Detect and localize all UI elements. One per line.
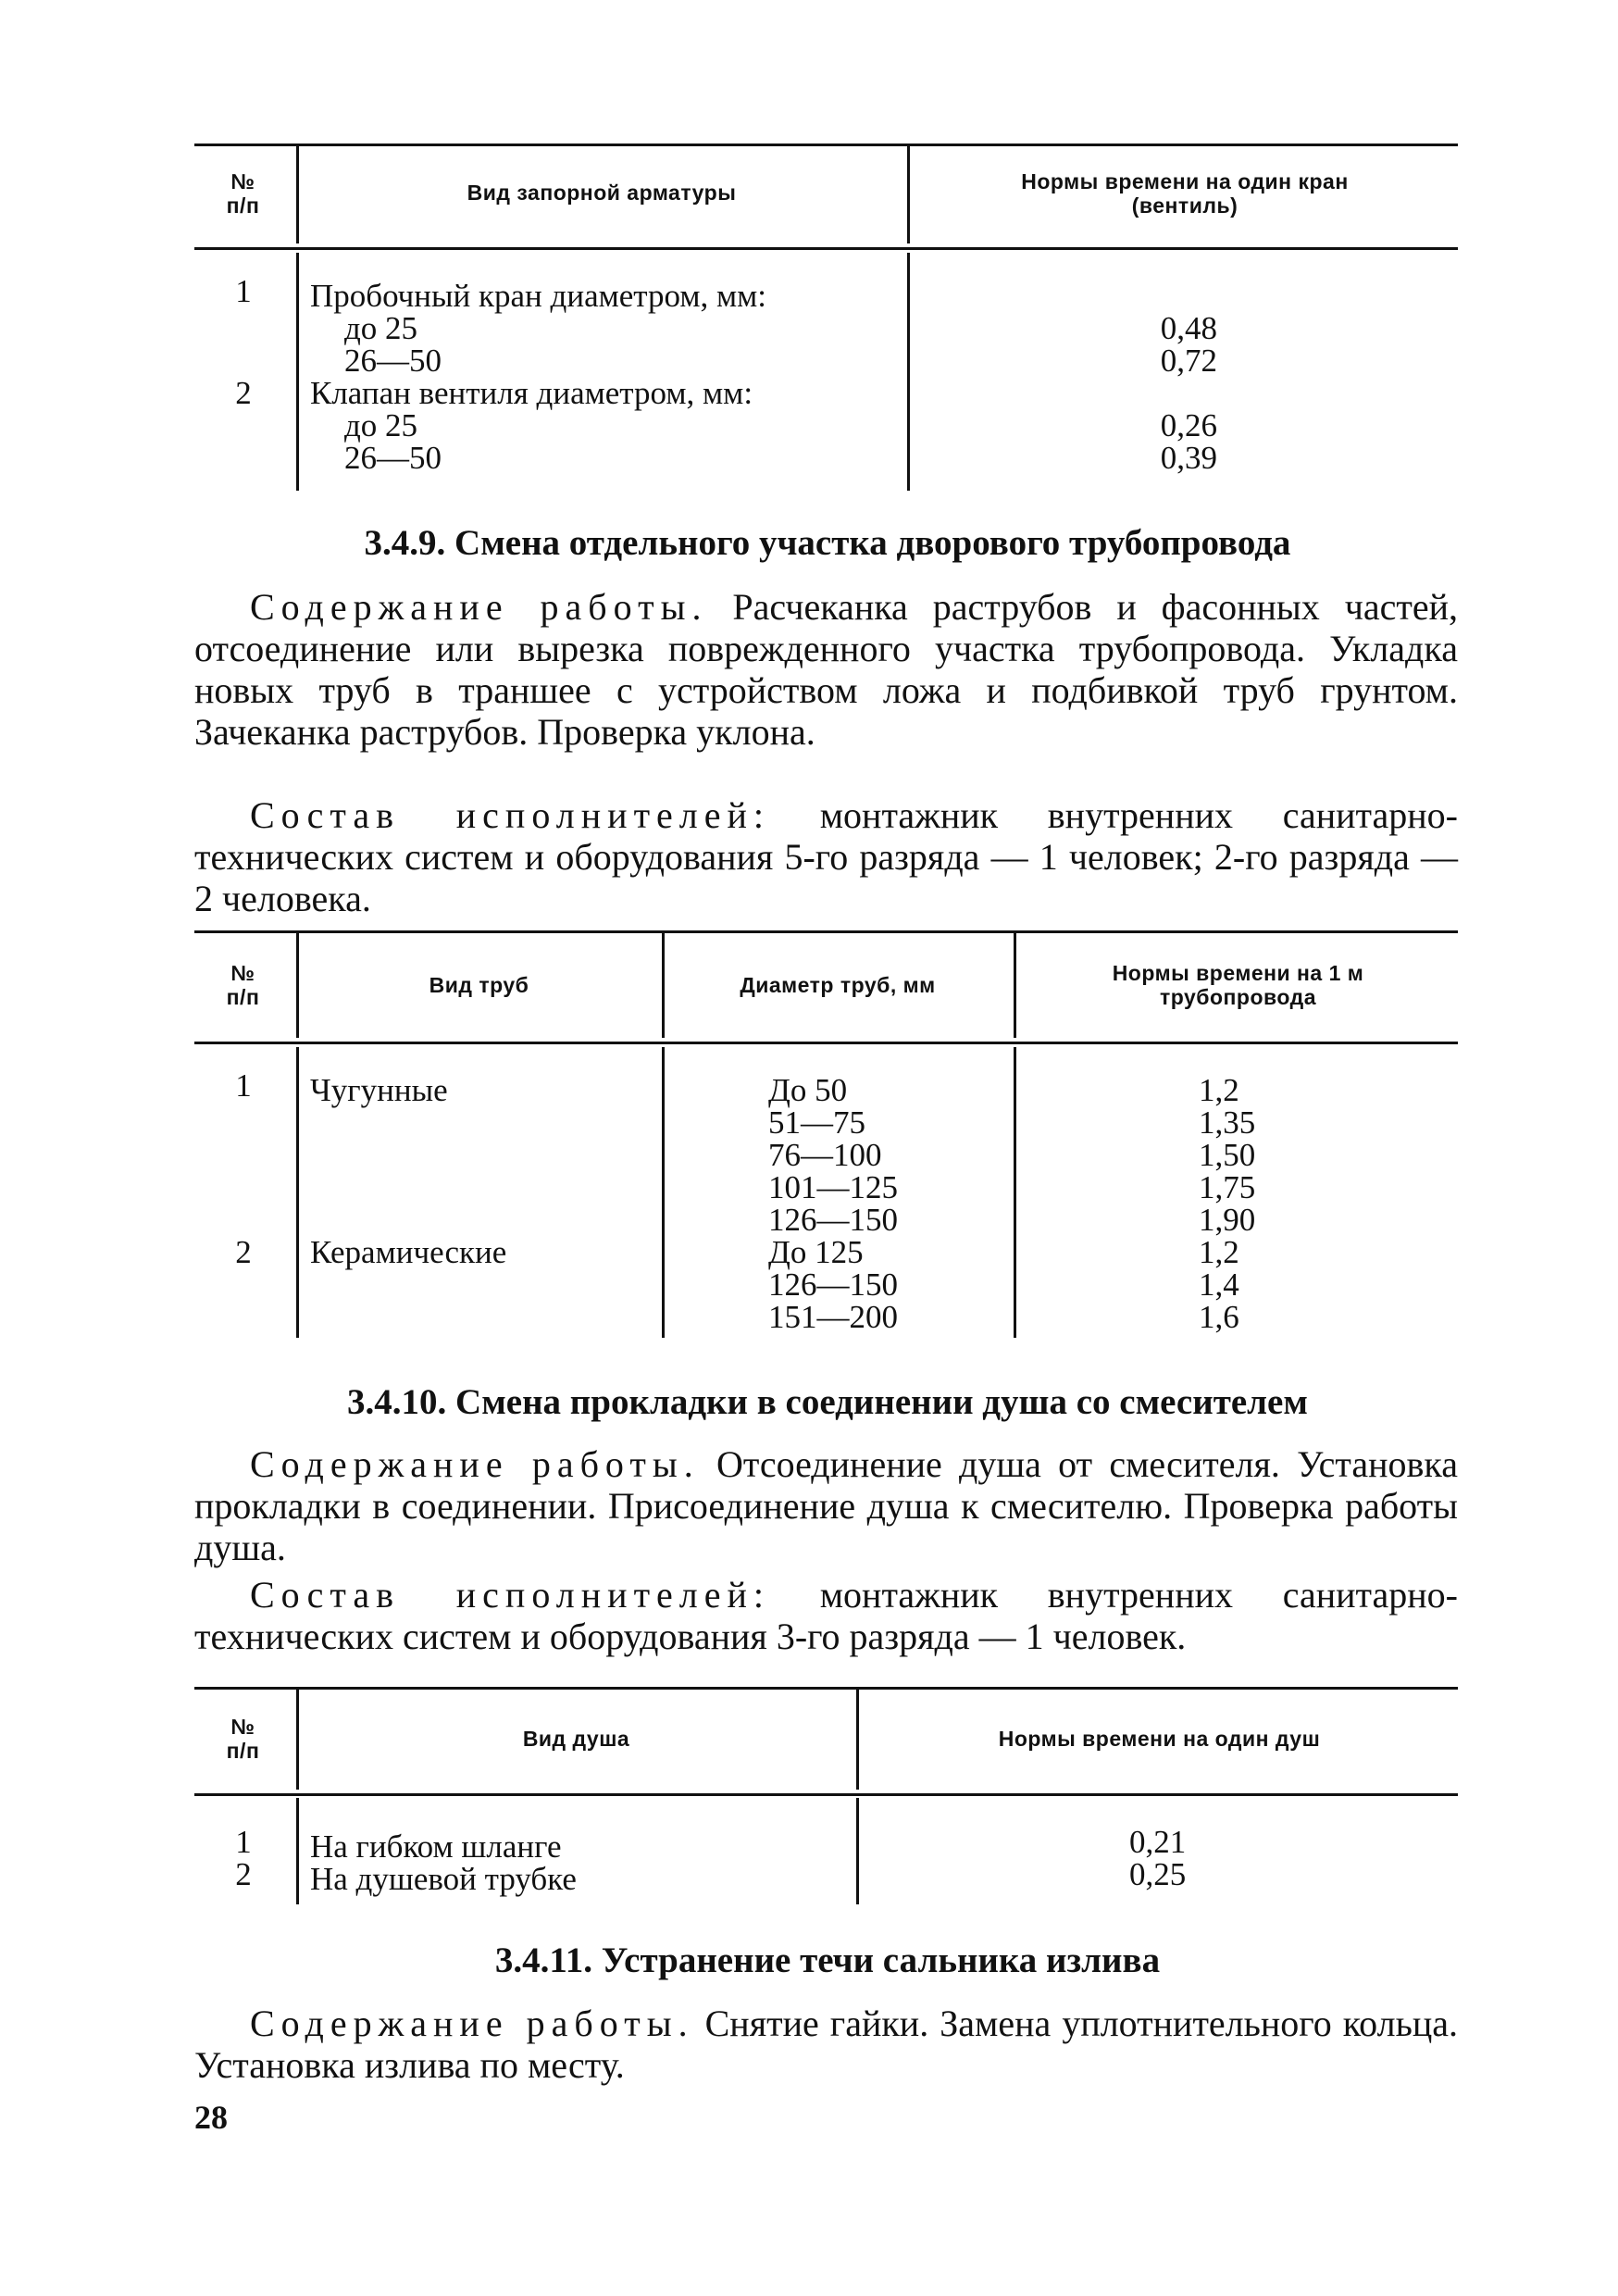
row-value: 0,48 <box>1160 310 1217 346</box>
text-work-content: Снятие гайки. Замена уплотнительного кольца. Установка излива по месту. <box>194 2003 1458 2086</box>
row-label: На гибком шланге <box>310 1828 562 1865</box>
row-number: 1 <box>235 273 252 309</box>
row-sub-label: до 25 <box>344 310 418 346</box>
table-column-divider <box>296 930 299 1038</box>
section-heading: 3.4.11. Устранение течи сальника излива <box>494 1940 1161 1980</box>
row-label: Клапан вентиля диаметром, мм: <box>310 375 753 411</box>
row-value: 1,50 <box>1199 1137 1256 1173</box>
label-staff: Состав исполнителей: <box>250 1574 771 1616</box>
row-value: 0,25 <box>1129 1856 1187 1892</box>
header-time-norm: Нормы времени на один душ <box>998 1727 1321 1751</box>
table-column-divider <box>856 1798 859 1904</box>
row-label: Керамические <box>310 1234 507 1270</box>
header-number: № п/п <box>226 169 260 218</box>
row-label: Пробочный кран диаметром, мм: <box>310 278 767 314</box>
table-rule-header <box>194 247 1458 250</box>
row-diameter: 151—200 <box>768 1299 898 1335</box>
table-column-divider <box>296 253 299 491</box>
row-diameter: 126—150 <box>768 1267 898 1303</box>
row-label: Чугунные <box>310 1072 448 1108</box>
table-column-divider <box>1014 930 1016 1038</box>
table-column-divider <box>907 144 910 243</box>
table-column-divider <box>1014 1047 1016 1338</box>
paragraph-staff <box>194 1574 1458 1657</box>
table-pipes <box>194 930 1458 1338</box>
row-value: 1,90 <box>1199 1202 1256 1238</box>
row-diameter: 76—100 <box>768 1137 882 1173</box>
text-work-content: Расчеканка раструбов и фасонных частей, отсоединение или вырезка поврежденного участка трубопровода. Укладка новых труб в траншее с устройством ложа и подбивкой труб грунтом. Зачеканка раструбов. Проверка уклона. <box>194 586 1458 753</box>
header-valve-type: Вид запорной арматуры <box>467 181 737 205</box>
section-heading: 3.4.10. Смена прокладки в соединении душа со смесителем <box>347 1382 1308 1422</box>
text-staff: монтажник внутренних санитарно-технических систем и оборудования 5-го разряда — 1 человек; 2-го разряда — 2 человека. <box>194 794 1458 919</box>
row-value: 1,6 <box>1199 1299 1239 1335</box>
header-number: № п/п <box>226 1715 260 1763</box>
table-rule-top <box>194 1687 1458 1690</box>
table-rule-top <box>194 144 1458 146</box>
label-work-content: Содержание работы. <box>250 2003 694 2044</box>
table-rule-header <box>194 1042 1458 1044</box>
paragraph-work-content <box>194 586 1458 753</box>
row-sub-label: до 25 <box>344 407 418 443</box>
row-value: 1,75 <box>1199 1169 1256 1205</box>
row-diameter: До 125 <box>768 1234 864 1270</box>
section-heading: 3.4.9. Смена отдельного участка дворового трубопровода <box>364 523 1291 563</box>
header-number: № п/п <box>226 961 260 1009</box>
paragraph-staff <box>194 794 1458 919</box>
table-column-divider <box>296 1798 299 1904</box>
text-work-content: Отсоединение душа от смесителя. Установка прокладки в соединении. Присоединение душа к смесителю. Проверка работы душа. <box>194 1443 1458 1568</box>
page-number: 28 <box>194 2099 228 2136</box>
table-column-divider <box>662 1047 665 1338</box>
text-staff: монтажник внутренних санитарно-технических систем и оборудования 3-го разряда — 1 человек. <box>194 1574 1458 1657</box>
table-rule-top <box>194 930 1458 933</box>
table-column-divider <box>296 1047 299 1338</box>
row-value: 0,21 <box>1129 1824 1187 1860</box>
row-diameter: 126—150 <box>768 1202 898 1238</box>
table-shower <box>194 1687 1458 1909</box>
row-sub-label: 26—50 <box>344 343 442 379</box>
label-work-content: Содержание работы. <box>250 1443 700 1485</box>
row-value: 0,72 <box>1160 343 1217 379</box>
row-sub-label: 26—50 <box>344 440 442 476</box>
row-label: На душевой трубке <box>310 1861 577 1897</box>
row-value: 1,2 <box>1199 1072 1239 1108</box>
header-time-norm: Нормы времени на 1 м трубопровода <box>1112 961 1364 1009</box>
table-column-divider <box>662 930 665 1038</box>
header-time-norm: Нормы времени на один кран (вентиль) <box>1021 169 1349 218</box>
paragraph-work-content <box>194 2003 1458 2086</box>
table-column-divider <box>856 1687 859 1790</box>
row-value: 1,2 <box>1199 1234 1239 1270</box>
row-number: 2 <box>235 1856 252 1892</box>
row-number: 1 <box>235 1824 252 1860</box>
row-diameter: 101—125 <box>768 1169 898 1205</box>
table-shutoff-valves <box>194 144 1458 491</box>
row-number: 1 <box>235 1067 252 1104</box>
table-column-divider <box>296 144 299 243</box>
label-work-content: Содержание работы. <box>250 586 708 628</box>
row-value: 1,4 <box>1199 1267 1239 1303</box>
row-number: 2 <box>235 375 252 411</box>
table-column-divider <box>907 253 910 491</box>
row-value: 0,26 <box>1160 407 1217 443</box>
label-staff: Состав исполнителей: <box>250 794 771 836</box>
header-shower-type: Вид душа <box>522 1727 630 1751</box>
table-rule-header <box>194 1793 1458 1796</box>
header-pipe-diameter: Диаметр труб, мм <box>740 973 936 997</box>
paragraph-work-content <box>194 1443 1458 1568</box>
row-value: 0,39 <box>1160 440 1217 476</box>
row-diameter: До 50 <box>768 1072 848 1108</box>
table-column-divider <box>296 1687 299 1790</box>
header-pipe-type: Вид труб <box>429 973 529 997</box>
row-number: 2 <box>235 1234 252 1270</box>
row-diameter: 51—75 <box>768 1104 865 1141</box>
row-value: 1,35 <box>1199 1104 1256 1141</box>
